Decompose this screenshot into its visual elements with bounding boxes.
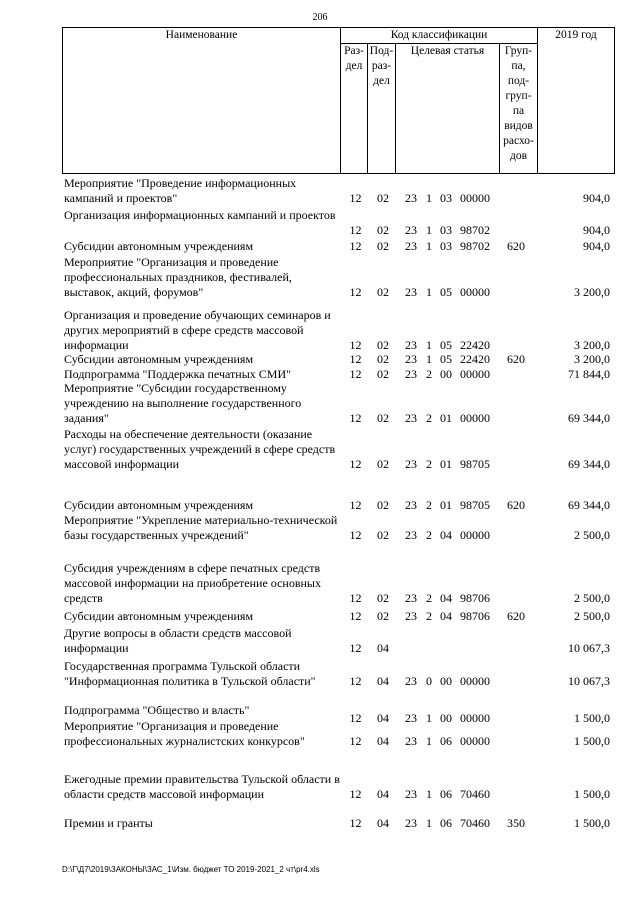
row-name: Другие вопросы в области средств массовой информации [64,626,292,655]
row-name: Премии и гранты [64,816,153,830]
table-row [64,626,612,656]
code-t3: 03 [440,223,452,237]
code-t1: 23 [405,816,417,830]
row-name: Организация информационных кампаний и проектов [64,208,336,222]
code-p: 02 [377,411,389,425]
code-r: 12 [349,787,362,801]
code-r: 12 [349,674,362,688]
code-g: 620 [507,609,525,623]
code-t4: 00000 [460,711,490,725]
amount-2019: 10 067,3 [568,641,610,655]
code-t2: 2 [426,528,432,542]
table-row [64,176,612,206]
amount-2019: 69 344,0 [568,498,610,512]
code-t3: 06 [440,734,452,748]
amount-2019: 2 500,0 [574,591,610,605]
code-t1: 23 [405,367,417,381]
code-t3: 05 [440,352,452,366]
code-p: 02 [377,528,389,542]
amount-2019: 3 200,0 [574,285,610,299]
code-r: 12 [349,411,362,425]
code-t4: 22420 [460,338,490,352]
table-row [64,513,612,543]
code-t4: 98706 [460,591,490,605]
table-row [64,239,612,254]
table-row [64,772,612,802]
code-r: 12 [349,338,362,352]
code-t4: 00000 [460,528,490,542]
amount-2019: 71 844,0 [568,367,610,381]
table-row [64,367,612,382]
code-t3: 00 [440,674,452,688]
code-t1: 23 [405,338,417,352]
code-t4: 98705 [460,498,490,512]
row-name: Мероприятие "Организация и проведение профессиональных журналистских конкурсов" [64,719,305,748]
code-r: 12 [349,285,362,299]
amount-2019: 1 500,0 [574,711,610,725]
code-t1: 23 [405,674,417,688]
code-t4: 98702 [460,223,490,237]
code-p: 02 [377,285,389,299]
code-p: 02 [377,457,389,471]
code-p: 02 [377,367,389,381]
code-t4: 00000 [460,191,490,205]
table-row [64,816,612,831]
code-r: 12 [349,711,362,725]
table-row [64,308,612,353]
code-p: 04 [377,787,389,801]
code-t3: 06 [440,787,452,801]
table-row [64,659,612,689]
code-r: 12 [349,239,362,253]
code-t4: 70460 [460,787,490,801]
code-r: 12 [349,591,362,605]
amount-2019: 3 200,0 [574,352,610,366]
code-t2: 2 [426,411,432,425]
row-name: Субсидии автономным учреждениям [64,352,254,366]
code-r: 12 [349,191,362,205]
code-t2: 2 [426,591,432,605]
code-t1: 23 [405,498,417,512]
code-t4: 00000 [460,367,490,381]
code-t2: 1 [426,223,432,237]
code-t3: 01 [440,498,452,512]
table-row [64,561,612,606]
table-row [64,498,612,513]
row-name: Мероприятие "Проведение информационных кампаний и проектов" [64,176,297,205]
code-t1: 23 [405,223,417,237]
row-name: Ежегодные премии правительства Тульской области в области средств массовой информации [64,772,340,801]
code-t1: 23 [405,191,417,205]
code-t2: 2 [426,457,432,471]
row-name: Субсидии автономным учреждениям [64,239,254,253]
code-t1: 23 [405,239,417,253]
table-row [64,381,612,426]
code-r: 12 [349,528,362,542]
row-name: Государственная программа Тульской области "Информационная политика в Тульской области" [64,659,316,688]
code-g: 350 [507,816,525,830]
code-t3: 03 [440,239,452,253]
code-p: 02 [377,239,389,253]
code-t3: 00 [440,367,452,381]
code-t3: 06 [440,816,452,830]
header-classification: Код классификации [341,28,538,44]
code-t2: 1 [426,338,432,352]
code-t4: 98705 [460,457,490,471]
code-t3: 04 [440,609,452,623]
amount-2019: 69 344,0 [568,457,610,471]
code-t1: 23 [405,528,417,542]
code-t3: 05 [440,285,452,299]
row-name: Расходы на обеспечение деятельности (оказание услуг) государственных учреждений в сфере средств массовой информации [64,427,336,471]
file-path-footer: D:\Г\Д7\2019\ЗАКОНЫ\ЗАС_1\Изм. бюджет ТО 2019-2021_2 чт\pr4.xls [62,865,320,874]
code-t2: 1 [426,239,432,253]
amount-2019: 1 500,0 [574,787,610,801]
amount-2019: 2 500,0 [574,528,610,542]
code-t3: 04 [440,528,452,542]
row-name: Субсидия учреждениям в сфере печатных средств массовой информации на приобретение основных средств [64,561,321,605]
code-t1: 23 [405,457,417,471]
code-p: 04 [377,641,389,655]
code-t3: 05 [440,338,452,352]
code-t4: 00000 [460,674,490,688]
code-t2: 0 [426,674,432,688]
code-r: 12 [349,816,362,830]
page-number: 206 [312,12,328,23]
header-year: 2019 год [538,28,615,174]
code-t4: 00000 [460,411,490,425]
code-t3: 01 [440,457,452,471]
header-name: Наименование [63,28,341,174]
code-p: 04 [377,674,389,688]
code-t1: 23 [405,591,417,605]
row-name: Мероприятие "Организация и проведение профессиональных праздников, фестивалей, выставок, акций, форумов" [64,255,292,299]
table-row [64,609,612,624]
code-g: 620 [507,352,525,366]
code-t2: 1 [426,191,432,205]
code-g: 620 [507,239,525,253]
code-t2: 2 [426,367,432,381]
code-r: 12 [349,223,362,237]
code-p: 04 [377,711,389,725]
table-row [64,352,612,367]
code-t2: 1 [426,787,432,801]
table-header [62,27,615,174]
code-t1: 23 [405,411,417,425]
row-name: Мероприятие "Субсидии государственному учреждению на выполнение государственного задания" [64,381,302,425]
code-p: 02 [377,338,389,352]
amount-2019: 10 067,3 [568,674,610,688]
code-t3: 04 [440,591,452,605]
row-name: Организация и проведение обучающих семинаров и других мероприятий в сфере средств массовой информации [64,308,331,352]
row-name: Подпрограмма "Общество и власть" [64,703,250,717]
row-name: Подпрограмма "Поддержка печатных СМИ" [64,367,292,381]
code-t2: 1 [426,734,432,748]
code-p: 02 [377,591,389,605]
code-t2: 1 [426,352,432,366]
code-r: 12 [349,498,362,512]
code-t4: 00000 [460,285,490,299]
code-p: 02 [377,223,389,237]
table-row [64,719,612,749]
code-p: 02 [377,609,389,623]
code-t1: 23 [405,711,417,725]
row-name: Субсидии автономным учреждениям [64,498,254,512]
code-r: 12 [349,352,362,366]
code-p: 04 [377,816,389,830]
header-podrazdel: Под- раз- дел [368,44,396,174]
header-group: Груп- па, под- груп- па видов расхо- дов [500,44,538,174]
code-r: 12 [349,734,362,748]
amount-2019: 904,0 [583,191,610,205]
amount-2019: 1 500,0 [574,734,610,748]
code-t3: 03 [440,191,452,205]
row-name: Субсидии автономным учреждениям [64,609,254,623]
table-row [64,255,612,300]
code-t4: 98702 [460,239,490,253]
code-t4: 98706 [460,609,490,623]
code-t2: 2 [426,498,432,512]
code-g: 620 [507,498,525,512]
code-p: 02 [377,191,389,205]
code-t3: 00 [440,711,452,725]
code-p: 02 [377,498,389,512]
header-razdel: Раз- дел [341,44,368,174]
code-t4: 00000 [460,734,490,748]
amount-2019: 69 344,0 [568,411,610,425]
code-t1: 23 [405,285,417,299]
code-r: 12 [349,367,362,381]
row-name: Мероприятие "Укрепление материально-технической базы государственных учреждений" [64,513,338,542]
code-t3: 01 [440,411,452,425]
code-t1: 23 [405,787,417,801]
code-r: 12 [349,609,362,623]
code-t2: 1 [426,711,432,725]
code-t1: 23 [405,609,417,623]
amount-2019: 2 500,0 [574,609,610,623]
header-target: Целевая статья [396,44,500,174]
amount-2019: 904,0 [583,239,610,253]
code-t4: 22420 [460,352,490,366]
amount-2019: 1 500,0 [574,816,610,830]
table-row [64,208,612,238]
code-t2: 1 [426,816,432,830]
code-p: 02 [377,352,389,366]
amount-2019: 3 200,0 [574,338,610,352]
code-t2: 1 [426,285,432,299]
code-t2: 2 [426,609,432,623]
code-r: 12 [349,641,362,655]
code-t1: 23 [405,734,417,748]
amount-2019: 904,0 [583,223,610,237]
code-r: 12 [349,457,362,471]
code-p: 04 [377,734,389,748]
code-t4: 70460 [460,816,490,830]
code-t1: 23 [405,352,417,366]
table-row [64,427,612,472]
